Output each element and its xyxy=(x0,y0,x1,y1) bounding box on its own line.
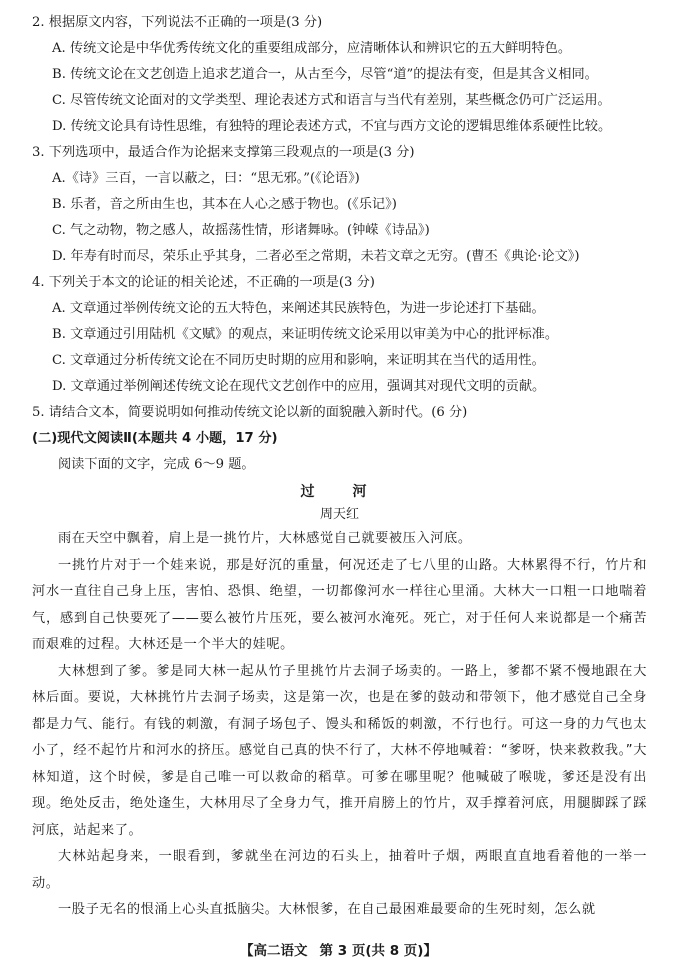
option-b: B. 文章通过引用陆机《文赋》的观点，来证明传统文论采用以审美为中心的批评标准。 xyxy=(52,327,559,342)
option-a: A.《诗》三百，一言以蔽之，曰：“思无邪。”(《论语》) xyxy=(52,171,360,186)
story-paragraph: 一股子无名的恨涌上心头直抵脑尖。大林恨爹，在自己最困难最要命的生死时刻，怎么就 xyxy=(58,902,596,917)
section-2 xyxy=(32,426,647,478)
story-paragraph: 一挑竹片对于一个娃来说，那是好沉的重量，何况还走了七八里的山路。大林累得不行，竹片和河水一直往自己身上压，害怕、恐惧、绝望，一切都像河水一样往心里涌。大林大一口粗一口地喘着气，感到自己快要死了——要么被竹片压死，要么被河水淹死。死亡，对于任何人来说都是一个痛苦而艰难的过程。大林还是一个半大的娃呢。 xyxy=(32,557,647,652)
option-b: B. 传统文论在文艺创造上追求艺道合一，从古至今，尽管“道”的提法有变，但是其含义相同。 xyxy=(52,67,598,82)
question-5 xyxy=(32,400,647,426)
story-body xyxy=(32,526,647,924)
option-a: A. 传统文论是中华优秀传统文化的重要组成部分，应清晰体认和辨识它的五大鲜明特色。 xyxy=(52,41,572,56)
option-c: C. 尽管传统文论面对的文学类型、理论表述方式和语言与当代有差别，某些概念仍可广泛运用。 xyxy=(52,93,611,108)
question-stem: 5. 请结合文本，简要说明如何推动传统文论以新的面貌融入新时代。(6 分) xyxy=(32,405,468,420)
option-a: A. 文章通过举例传统文论的五大特色，来阐述其民族特色，为进一步论述打下基础。 xyxy=(52,301,545,316)
question-stem: 4. 下列关于本文的论证的相关论述，不正确的一项是(3 分) xyxy=(32,275,375,290)
question-3 xyxy=(32,140,647,270)
option-d: D. 传统文论具有诗性思维，有独特的理论表述方式，不宜与西方文论的逻辑思维体系硬性比较。 xyxy=(52,119,612,134)
option-c: C. 文章通过分析传统文论在不同历史时期的应用和影响，来证明其在当代的适用性。 xyxy=(52,353,545,368)
story-paragraph: 大林站起身来，一眼看到，爹就坐在河边的石头上，抽着叶子烟，两眼直直地看着他的一举一动。 xyxy=(32,849,647,891)
story-title: 过 河 xyxy=(300,484,379,500)
footer-subject: 【高二语文 xyxy=(240,943,308,959)
option-d: D. 文章通过举例阐述传统文论在现代文艺创作中的应用，强调其对现代文明的贡献。 xyxy=(52,379,546,394)
option-d: D. 年寿有时而尽，荣乐止乎其身，二者必至之常期，未若文章之无穷。(曹丕《典论·论文》) xyxy=(52,249,580,264)
story-paragraph: 雨在天空中飘着，肩上是一挑竹片，大林感觉自己就要被压入河底。 xyxy=(58,531,472,546)
option-c: C. 气之动物，物之感人，故摇荡性情，形诸舞咏。(钟嵘《诗品》) xyxy=(52,223,430,238)
section-heading: (二)现代文阅读Ⅱ(本题共 4 小题，17 分) xyxy=(32,431,278,446)
question-stem: 3. 下列选项中，最适合作为论据来支撑第三段观点的一项是(3 分) xyxy=(32,145,415,160)
question-4 xyxy=(32,270,647,400)
option-b: B. 乐者，音之所由生也，其本在人心之感于物也。(《乐记》) xyxy=(52,197,397,212)
story-paragraph: 大林想到了爹。爹是同大林一起从竹子里挑竹片去洞子场卖的。一路上，爹都不紧不慢地跟在大林后面。要说，大林挑竹片去洞子场卖，这是第一次，也是在爹的鼓动和带领下，他才感觉自己全身都是力气、能行。有钱的刺激，有洞子场包子、馒头和稀饭的刺激，不行也行。可这一身的力气也太小了，经不起竹片和河水的挤压。感觉自己真的快不行了，大林不停地喊着：“爹呀，快来救救我。”大林知道，这个时候，爹是自己唯一可以救命的稻草。可爹在哪里呢？他喊破了喉咙，爹还是没有出现。绝处反击，绝处逢生，大林用尽了全身力气，推开肩膀上的竹片，双手撑着河底，用腿脚踩了踩河底，站起来了。 xyxy=(32,663,647,838)
story-author: 周天红 xyxy=(319,507,359,522)
question-stem: 2. 根据原文内容，下列说法不正确的一项是(3 分) xyxy=(32,15,323,30)
question-2 xyxy=(32,10,647,140)
footer-page-number: 第 3 页(共 8 页)】 xyxy=(319,943,437,959)
page-footer xyxy=(0,939,677,959)
section-instruction: 阅读下面的文字，完成 6～9 题。 xyxy=(58,457,255,472)
